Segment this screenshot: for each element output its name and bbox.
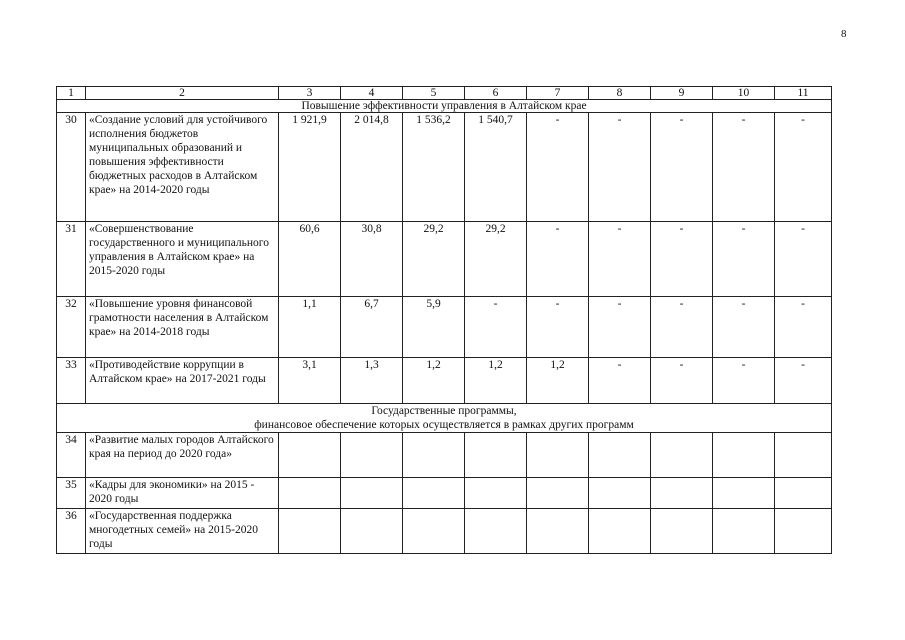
value-cell: - <box>651 113 713 222</box>
header-cell: 10 <box>713 87 775 100</box>
value-cell: 60,6 <box>279 222 341 297</box>
value-cell <box>341 478 403 509</box>
table-row <box>57 358 832 404</box>
value-cell: - <box>589 297 651 358</box>
section-row <box>57 404 832 433</box>
value-cell: - <box>713 358 775 404</box>
program-name: «Повышение уровня финансовой грамотности населения в Алтайском крае» на 2014-2018 годы <box>86 297 279 358</box>
value-cell: - <box>713 113 775 222</box>
value-cell: - <box>775 358 832 404</box>
row-number: 30 <box>57 113 86 222</box>
section-title: Повышение эффективности управления в Алтайском крае <box>57 100 832 113</box>
value-cell <box>403 509 465 554</box>
value-cell: - <box>527 222 589 297</box>
program-name: «Кадры для экономики» на 2015 - 2020 годы <box>86 478 279 509</box>
value-cell: - <box>651 222 713 297</box>
value-cell <box>403 478 465 509</box>
table-row <box>57 113 832 222</box>
value-cell <box>651 509 713 554</box>
program-name: «Противодействие коррупции в Алтайском крае» на 2017-2021 годы <box>86 358 279 404</box>
value-cell: 1,3 <box>341 358 403 404</box>
value-cell <box>465 509 527 554</box>
table-row <box>57 297 832 358</box>
header-cell: 4 <box>341 87 403 100</box>
value-cell: - <box>589 113 651 222</box>
section-title-line: финансовое обеспечение которых осуществляется в рамках других программ <box>254 419 634 431</box>
value-cell <box>713 478 775 509</box>
value-cell: 1,2 <box>527 358 589 404</box>
value-cell: - <box>465 297 527 358</box>
section-title <box>57 404 832 433</box>
row-number: 36 <box>57 509 86 554</box>
value-cell: 29,2 <box>403 222 465 297</box>
value-cell: 2 014,8 <box>341 113 403 222</box>
header-cell: 7 <box>527 87 589 100</box>
value-cell: - <box>589 358 651 404</box>
value-cell: - <box>589 222 651 297</box>
value-cell <box>589 478 651 509</box>
value-cell: 1,1 <box>279 297 341 358</box>
row-number: 32 <box>57 297 86 358</box>
value-cell <box>713 433 775 478</box>
value-cell: 29,2 <box>465 222 527 297</box>
value-cell <box>341 433 403 478</box>
header-cell: 6 <box>465 87 527 100</box>
value-cell: - <box>527 297 589 358</box>
header-cell: 1 <box>57 87 86 100</box>
section-row <box>57 100 832 113</box>
value-cell <box>527 509 589 554</box>
value-cell <box>775 509 832 554</box>
value-cell <box>279 478 341 509</box>
value-cell <box>589 509 651 554</box>
header-cell: 2 <box>86 87 279 100</box>
value-cell: 1 921,9 <box>279 113 341 222</box>
value-cell <box>465 433 527 478</box>
table-row <box>57 478 832 509</box>
value-cell: - <box>651 297 713 358</box>
program-name: «Государственная поддержка многодетных семей» на 2015-2020 годы <box>86 509 279 554</box>
program-name: «Развитие малых городов Алтайского края на период до 2020 года» <box>86 433 279 478</box>
row-number: 31 <box>57 222 86 297</box>
value-cell: 1 536,2 <box>403 113 465 222</box>
table-row <box>57 222 832 297</box>
header-cell: 5 <box>403 87 465 100</box>
value-cell: 6,7 <box>341 297 403 358</box>
value-cell: - <box>713 222 775 297</box>
value-cell: 5,9 <box>403 297 465 358</box>
header-cell: 8 <box>589 87 651 100</box>
row-number: 34 <box>57 433 86 478</box>
program-name: «Создание условий для устойчивого исполнения бюджетов муниципальных образований и повышения эффективности бюджетных расходов в Алтайском крае» на 2014-2020 годы <box>86 113 279 222</box>
program-name: «Совершенствование государственного и муниципального управления в Алтайском крае» на 2015-2020 годы <box>86 222 279 297</box>
value-cell <box>651 433 713 478</box>
value-cell <box>527 433 589 478</box>
value-cell: - <box>527 113 589 222</box>
value-cell <box>341 509 403 554</box>
table-row <box>57 509 832 554</box>
value-cell <box>775 433 832 478</box>
data-table <box>56 86 832 554</box>
value-cell <box>651 478 713 509</box>
value-cell: - <box>775 297 832 358</box>
value-cell <box>589 433 651 478</box>
value-cell <box>465 478 527 509</box>
value-cell: 1,2 <box>465 358 527 404</box>
value-cell: 30,8 <box>341 222 403 297</box>
value-cell <box>775 478 832 509</box>
value-cell: 1 540,7 <box>465 113 527 222</box>
value-cell: 1,2 <box>403 358 465 404</box>
value-cell: - <box>713 297 775 358</box>
header-cell: 11 <box>775 87 832 100</box>
header-cell: 9 <box>651 87 713 100</box>
page-number: 8 <box>841 28 847 40</box>
value-cell <box>403 433 465 478</box>
header-row <box>57 87 832 100</box>
value-cell: - <box>775 222 832 297</box>
value-cell <box>713 509 775 554</box>
value-cell <box>279 433 341 478</box>
row-number: 33 <box>57 358 86 404</box>
value-cell <box>279 509 341 554</box>
header-cell: 3 <box>279 87 341 100</box>
value-cell: - <box>651 358 713 404</box>
row-number: 35 <box>57 478 86 509</box>
section-title-line: Государственные программы, <box>371 405 517 417</box>
table-row <box>57 433 832 478</box>
value-cell: - <box>775 113 832 222</box>
value-cell <box>527 478 589 509</box>
value-cell: 3,1 <box>279 358 341 404</box>
